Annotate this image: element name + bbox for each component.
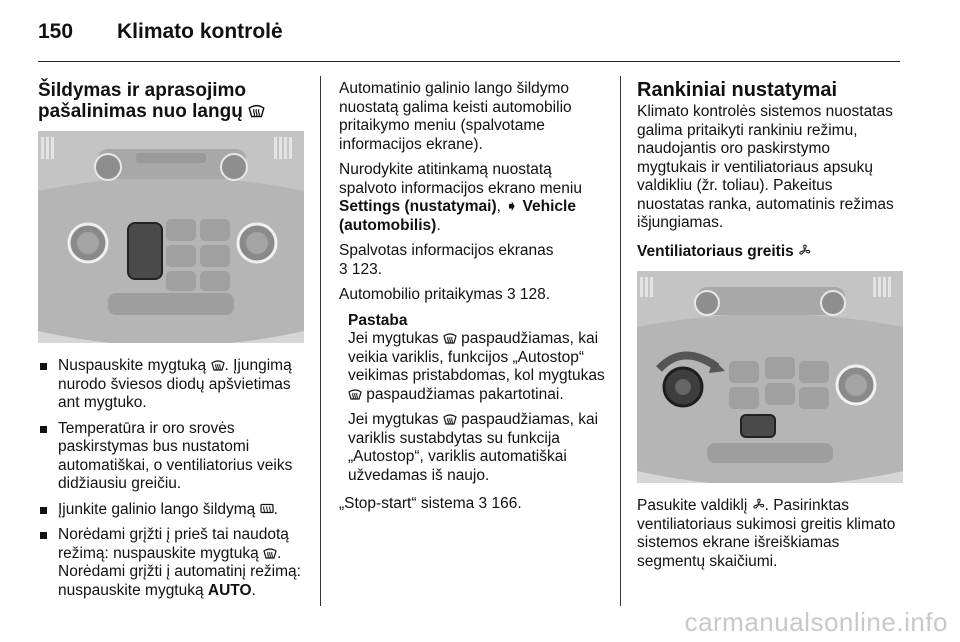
instruction-list xyxy=(38,357,306,600)
column-divider-1 xyxy=(320,76,321,606)
column-1 xyxy=(38,80,306,607)
paragraph: Nurodykite atitinkamą nuostatą spalvoto informacijos ekrano meniu Settings (nustatymai), ➧ Vehicle (automobilis). xyxy=(339,161,582,234)
column-3 xyxy=(637,80,903,578)
paragraph: Klimato kontrolės sistemos nuostatas galima pritaikyti rankiniu režimu, naudojantis oro paskirstymo mygtukais ir ventiliatoriaus apsukų valdikliu (žr. toliau). Pakeitus nuostatas ranka, automatinis režimas išjungiamas. xyxy=(637,103,894,231)
fan-icon xyxy=(752,498,765,511)
page-reference[interactable]: 3 128. xyxy=(506,286,551,303)
page-reference[interactable]: 3 166. xyxy=(478,495,522,512)
paragraph: Automatinio galinio lango šildymo nuostatą galima keisti automobilio pritaikymo meniu (spalvotame informacijos ekrane). xyxy=(339,80,572,153)
climate-panel-photo-defrost xyxy=(38,131,304,343)
windshield-defrost-icon xyxy=(443,413,457,425)
paragraph: Jei mygtukas paspaudžiamas, kai variklis sustabdytas su funkcija „Autostop“, variklis automatiškai užvedamas iš naujo. xyxy=(348,411,599,484)
climate-panel-photo-fan xyxy=(637,271,903,483)
windshield-defrost-icon xyxy=(248,103,265,118)
list-item: Įjunkite galinio lango šildymą . xyxy=(38,501,306,520)
note-box xyxy=(339,312,605,486)
windshield-defrost-icon xyxy=(211,359,225,371)
watermark: carmanualsonline.info xyxy=(684,607,948,637)
page-number: 150 xyxy=(38,20,74,43)
column-divider-2 xyxy=(620,76,621,606)
section-title-manual: Rankiniai nustatymai xyxy=(637,79,838,101)
list-item: Temperatūra ir oro srovės paskirstymas bus nustatomi automatiškai, o ventiliatorius veiks didžiausiu greičiu. xyxy=(38,420,306,494)
windshield-defrost-icon xyxy=(348,388,362,400)
paragraph: Automobilio pritaikymas 3 128. xyxy=(339,286,551,303)
section-title-defrost: Šildymas ir aprasojimo pašalinimas nuo langų xyxy=(38,80,306,122)
paragraph: Jei mygtukas paspaudžiamas, kai veikia variklis, funkcijos „Autostop“ veikimas pristabdomas, kol mygtukas paspaudžiamas pakartotinai. xyxy=(348,330,605,403)
windshield-defrost-icon xyxy=(443,332,457,344)
paragraph: Pasukite valdiklį . Pasirinktas ventiliatoriaus sukimosi greitis klimato sistemos ekrane išreiškiamas segmentų skaičiumi. xyxy=(637,497,896,570)
fan-icon xyxy=(798,244,811,257)
list-item: Norėdami grįžti į prieš tai naudotą režimą: nuspauskite mygtuką . Norėdami grįžti į automatinį režimą: nuspauskite mygtuką AUTO. xyxy=(38,526,306,600)
page-reference[interactable]: 3 123. xyxy=(339,260,383,278)
windshield-defrost-icon xyxy=(263,547,277,559)
rear-window-heat-icon xyxy=(260,503,274,515)
paragraph: „Stop-start“ sistema 3 166. xyxy=(339,495,522,512)
header-rule xyxy=(38,61,900,62)
page-title: Klimato kontrolė xyxy=(117,20,283,43)
paragraph: Spalvotas informacijos ekranas 3 123. xyxy=(339,242,554,278)
list-item: Nuspauskite mygtuką . Įjungimą nurodo šviesos diodų apšvietimas ant mygtuko. xyxy=(38,357,306,413)
note-title: Pastaba xyxy=(348,311,408,329)
subsection-title-fan-speed: Ventiliatoriaus greitis xyxy=(637,243,903,262)
column-2 xyxy=(339,80,605,521)
